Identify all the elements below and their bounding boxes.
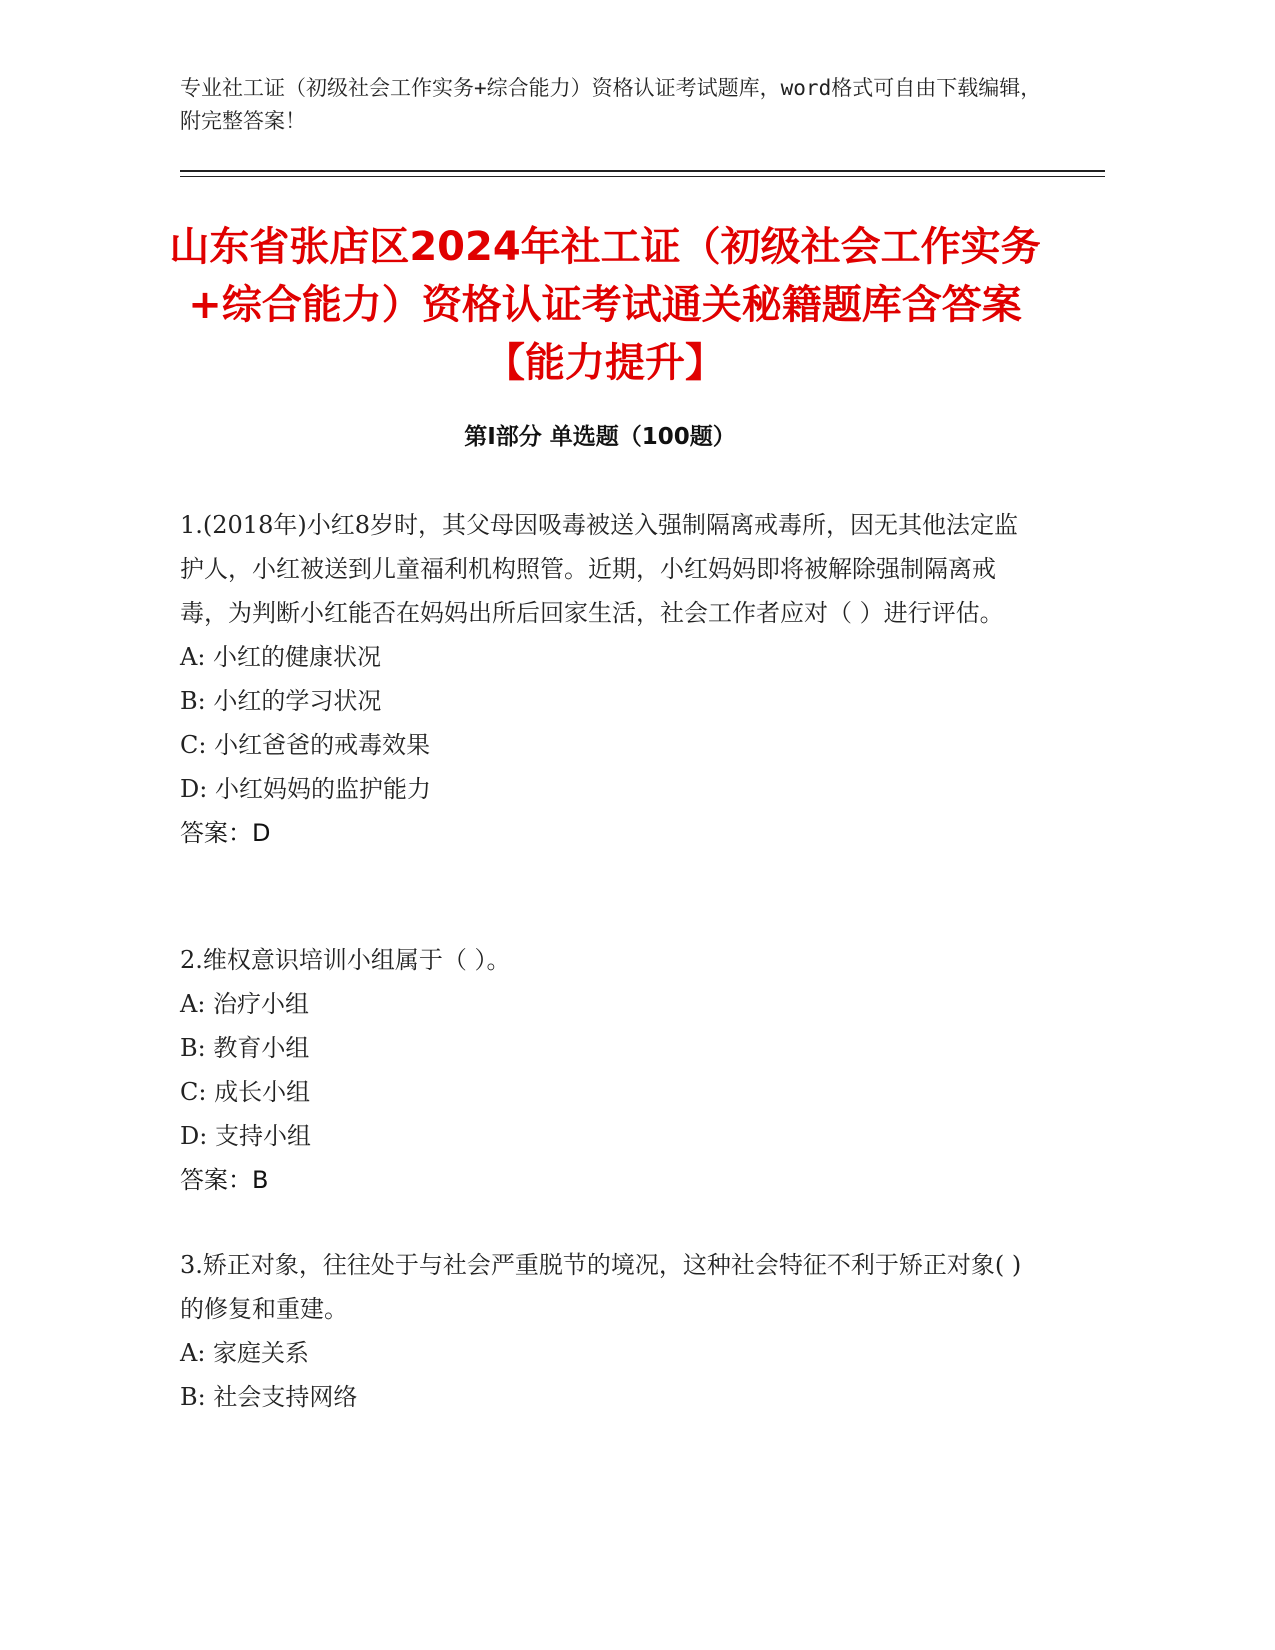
option-b: B: 教育小组 <box>180 1034 310 1062</box>
document-title: 山东省张店区2024年社工证（初级社会工作实务+综合能力）资格认证考试通关秘籍题库含答案【能力提升】 <box>169 224 1041 386</box>
header-divider-thin <box>180 176 1105 177</box>
header-note: 专业社工证（初级社会工作实务+综合能力）资格认证考试题库，word格式可自由下载编辑，附完整答案！ <box>180 76 1042 133</box>
option-c: C: 成长小组 <box>180 1078 311 1106</box>
question-stem: 3.矫正对象，往往处于与社会严重脱节的境况，这种社会特征不利于矫正对象( )的修复和重建。 <box>180 1251 1022 1323</box>
option-a: A: 家庭关系 <box>180 1339 310 1367</box>
question-item <box>180 503 1030 855</box>
option-a: A: 治疗小组 <box>180 990 310 1018</box>
option-c: C: 小红爸爸的戒毒效果 <box>180 731 431 759</box>
option-d: D: 小红妈妈的监护能力 <box>180 775 431 803</box>
question-item <box>180 1243 1030 1419</box>
question-stem: 1.(2018年)小红8岁时，其父母因吸毒被送入强制隔离戒毒所，因无其他法定监护人，小红被送到儿童福利机构照管。近期，小红妈妈即将被解除强制隔离戒毒，为判断小红能否在妈妈出所后回家生活，社会工作者应对（ ）进行评估。 <box>180 511 1018 627</box>
question-stem: 2.维权意识培训小组属于（ ）。 <box>180 946 511 974</box>
section-heading: 第Ⅰ部分 单选题（100题） <box>464 424 736 450</box>
option-b: B: 社会支持网络 <box>180 1383 358 1411</box>
answer-label: 答案：D <box>180 819 271 847</box>
header-divider-thick <box>180 170 1105 172</box>
option-b: B: 小红的学习状况 <box>180 687 382 715</box>
option-d: D: 支持小组 <box>180 1122 311 1150</box>
answer-label: 答案：B <box>180 1166 269 1194</box>
question-item <box>180 938 1030 1202</box>
option-a: A: 小红的健康状况 <box>180 643 382 671</box>
